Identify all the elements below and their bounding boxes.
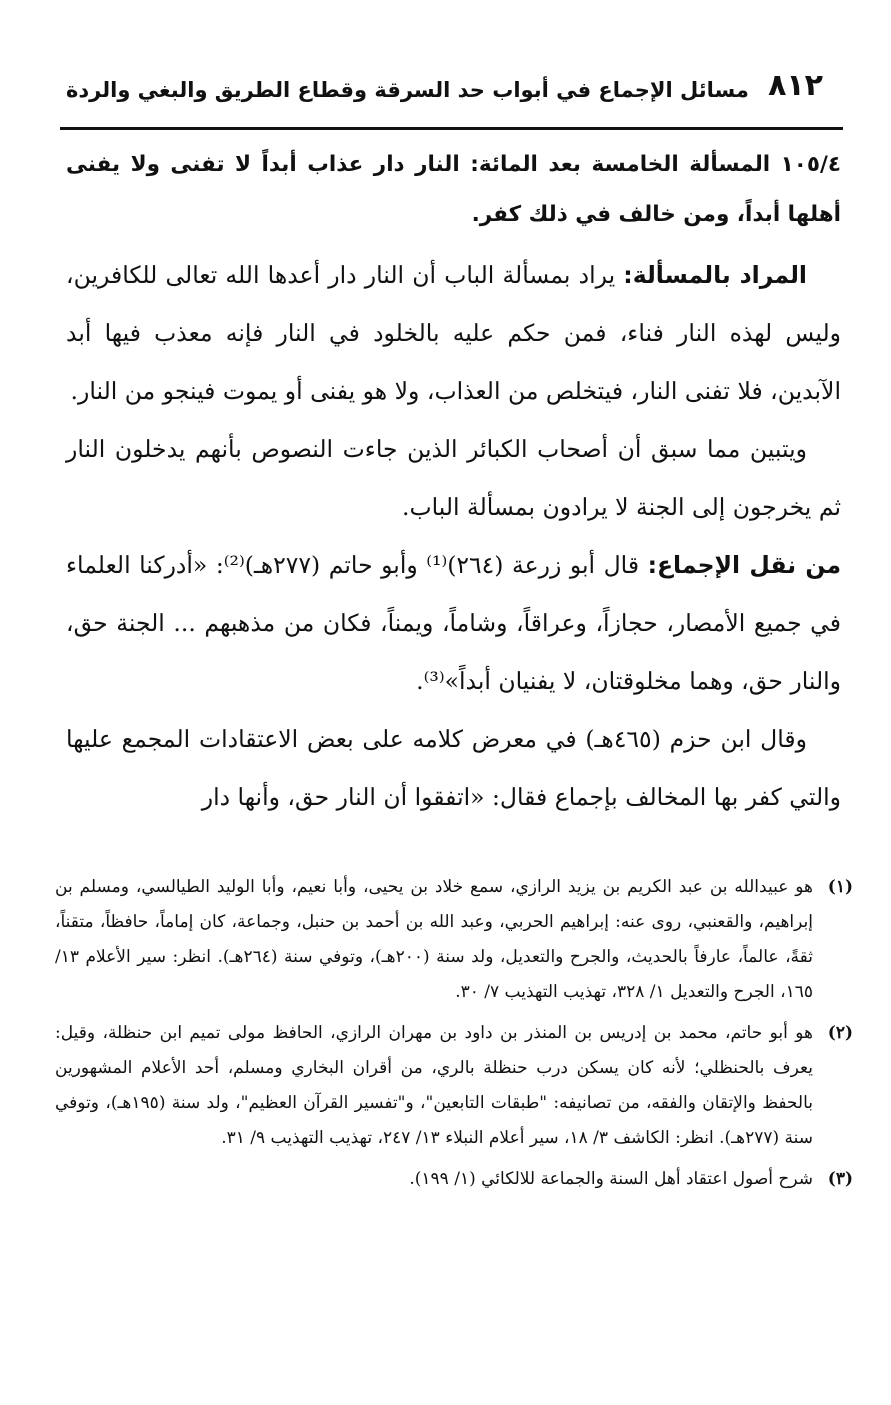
issue-title: ١٠٥/٤ المسألة الخامسة بعد المائة: النار دار عذاب أبداً لا تفنى ولا يفنى أهلها أبداً، ومن خالف في ذلك كفر. <box>66 152 841 227</box>
footnote <box>55 1162 853 1197</box>
meaning-paragraph <box>66 246 841 420</box>
meaning-text: يراد بمسألة الباب أن النار دار أعدها الله تعالى للكافرين، وليس لهذه النار فناء، فمن حكم عليه بالخلود في النار فإنه معذب فيها أبد الآبدين، فلا تفنى النار، فيتخلص من العذاب، ولا هو يفنى أو يموت فينجو من النار. <box>66 261 841 405</box>
consensus-text: قال أبو زرعة (٢٦٤)⁽¹⁾ وأبو حاتم (٢٧٧هـ)⁽²⁾: «أدركنا العلماء في جميع الأمصار، حجازاً، وعراقاً، وشاماً، ويمناً، فكان من مذهبهم ... الجنة حق، والنار حق، وهما مخلوقتان، لا يفنيان أبداً»⁽³⁾. <box>66 551 841 695</box>
footnote-number: (٣) <box>827 1169 853 1189</box>
footnote-text: هو أبو حاتم، محمد بن إدريس بن المنذر بن داود بن مهران الرازي، الحافظ مولى تميم ابن حنظلة، وقيل: يعرف بالحنظلي؛ لأنه كان يسكن درب حنظلة بالري، من أقران البخاري ومسلم، أحد الأعلام المشهورين بالحفظ والإتقان والفقه، من تصانيفه: "طبقات التابعين"، و"تفسير القرآن العظيم"، ولد سنة (١٩٥هـ)، وتوفي سنة (٢٧٧هـ). انظر: الكاشف ٣/ ١٨، سير أعلام النبلاء ١٣/ ٢٤٧، تهذيب التهذيب ٩/ ٣١. <box>55 1023 814 1148</box>
footnotes <box>55 870 853 1203</box>
meaning-label: المراد بالمسألة: <box>623 261 807 289</box>
main-text <box>66 140 841 826</box>
consensus-label: من نقل الإجماع: <box>647 551 842 579</box>
footnote-text: شرح أصول اعتقاد أهل السنة والجماعة للالكائي (١/ ١٩٩). <box>409 1169 813 1189</box>
footnote-text: هو عبيدالله بن عبد الكريم بن يزيد الرازي، سمع خلاد بن يحيى، وأبا نعيم، وأبا الوليد الطيالسي، ومسلم بن إبراهيم، والقعنبي، روى عنه: إبراهيم الحربي، وعبد الله بن أحمد بن حنبل، وجماعة، كان إماماً، حافظاً، متقناً، ثقةً، عالماً، عارفاً بالحديث، والجرح والتعديل، ولد سنة (٢٠٠هـ)، وتوفي سنة (٢٦٤هـ). انظر: سير الأعلام ١٣/ ١٦٥، الجرح والتعديل ١/ ٣٢٨، تهذيب التهذيب ٧/ ٣٠. <box>55 877 813 1002</box>
footnote-number: (١) <box>827 877 853 897</box>
footnote-number: (٢) <box>827 1023 853 1043</box>
footnote <box>55 1016 853 1156</box>
clarification-paragraph: ويتبين مما سبق أن أصحاب الكبائر الذين جاءت النصوص بأنهم يدخلون النار ثم يخرجون إلى الجنة لا يرادون بمسألة الباب. <box>66 435 841 521</box>
header-divider <box>60 127 843 130</box>
ibn-hazm-paragraph: وقال ابن حزم (٤٦٥هـ) في معرض كلامه على بعض الاعتقادات المجمع عليها والتي كفر بها المخالف بإجماع فقال: «اتفقوا أن النار حق، وأنها دار <box>66 725 841 811</box>
page-number: ٨١٢ <box>768 68 823 103</box>
consensus-paragraph <box>66 536 841 710</box>
footnote <box>55 870 853 1010</box>
page-header <box>62 58 843 128</box>
running-title: مسائل الإجماع في أبواب حد السرقة وقطاع الطريق والبغي والردة <box>66 78 749 102</box>
